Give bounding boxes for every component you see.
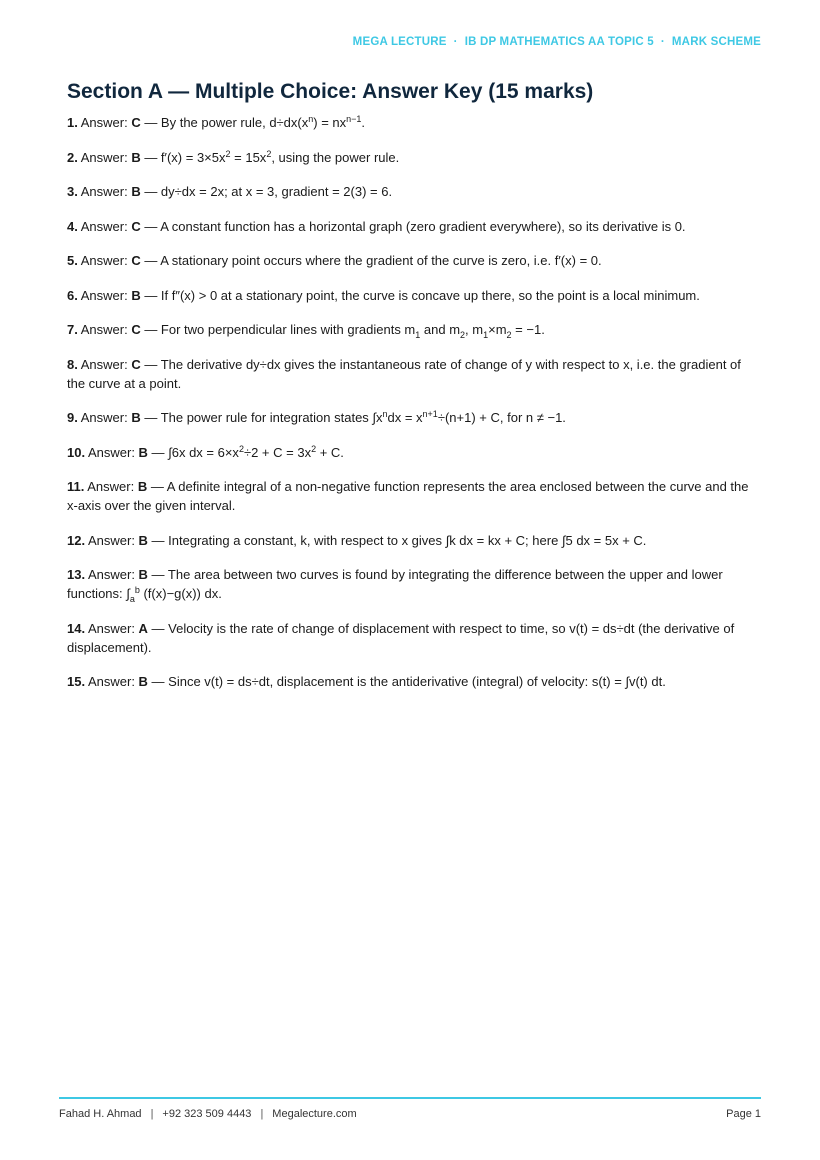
answer-explanation: — By the power rule, $d\div dx(x^n) = nx^{n-1}$. (140, 114, 366, 130)
answer-number: 9. (67, 410, 78, 425)
answer-item (67, 531, 757, 550)
answer-explanation: — The power rule for integration states $\int x^ndx = x^{n+1}\div(n+1) + C$, for n ≠ −1. (140, 409, 566, 425)
answer-explanation: — Since v(t) = ds÷dt, displacement is the antiderivative (integral) of velocity: s(t) = ∫v(t) dt. (147, 674, 666, 689)
answer-number: 14. (67, 620, 86, 636)
footer-separator: | (260, 1108, 264, 1120)
page-number: Page 1 (726, 1108, 761, 1120)
section-title: Section A — Multiple Choice: Answer Key (15 marks) (67, 80, 594, 103)
header-brand: MEGA LECTURE (352, 36, 447, 48)
answer-letter: A (138, 620, 148, 636)
answer-prefix: Answer: (77, 287, 132, 303)
answer-number: 8. (67, 356, 78, 372)
answer-letter: B (131, 410, 141, 425)
answer-number: 2. (67, 149, 78, 165)
answer-item (67, 286, 757, 305)
answer-item (67, 113, 757, 132)
answer-prefix: Answer: (85, 620, 139, 636)
answer-list (67, 113, 757, 707)
answer-explanation: — The area between two curves is found by integrating the difference between the upper and lower functions: $\int_a^b$ (f(x)−g(x)) dx. (67, 567, 723, 604)
answer-prefix: Answer: (77, 253, 132, 268)
header-doc-type: MARK SCHEME (671, 36, 761, 48)
answer-explanation: — The derivative dy÷dx gives the instantaneous rate of change of y with respect to x, i.e. the gradient of the curve at a point. (67, 356, 741, 391)
answer-letter: C (131, 218, 141, 234)
answer-number: 4. (67, 218, 78, 234)
answer-letter: B (138, 444, 148, 460)
answer-item (67, 477, 757, 515)
answer-number: 15. (67, 674, 86, 689)
header-topic: IB DP MATHEMATICS AA TOPIC 5 (464, 36, 654, 48)
answer-item (67, 148, 757, 167)
answer-letter: B (138, 567, 148, 582)
footer-separator: | (150, 1108, 154, 1120)
answer-prefix: Answer: (77, 218, 132, 234)
answer-number: 11. (67, 479, 85, 494)
answer-prefix: Answer: (77, 149, 132, 165)
answer-letter: B (137, 479, 148, 494)
answer-explanation: — A definite integral of a non-negative function represents the area enclosed between the curve and the x-axis over the given interval. (67, 479, 749, 513)
answer-letter: C (131, 356, 141, 372)
answer-prefix: Answer: (77, 184, 132, 199)
answer-number: 10. (67, 444, 86, 460)
answer-item (67, 408, 757, 427)
answer-item (67, 565, 757, 603)
answer-item (67, 182, 757, 201)
answer-letter: B (138, 674, 148, 689)
answer-item (67, 251, 757, 270)
answer-prefix: Answer: (85, 567, 139, 582)
answer-item (67, 672, 757, 691)
answer-prefix: Answer: (85, 532, 139, 548)
answer-letter: C (131, 322, 141, 337)
answer-explanation: — Velocity is the rate of change of displacement with respect to time, so v(t) = ds÷dt (the derivative of displacement). (67, 620, 735, 655)
answer-explanation: — A constant function has a horizontal graph (zero gradient everywhere), so its derivative is 0. (140, 218, 686, 234)
answer-number: 6. (67, 287, 78, 303)
answer-prefix: Answer: (77, 410, 132, 425)
answer-number: 3. (67, 184, 78, 199)
answer-item (67, 443, 757, 462)
answer-explanation: — ∫6x dx = $6\times x^2\div 2 + C = 3x^2 + C$. (147, 443, 344, 460)
answer-explanation: — A stationary point occurs where the gradient of the curve is zero, i.e. f′(x) = 0. (140, 253, 602, 268)
answer-prefix: Answer: (77, 356, 132, 372)
answer-prefix: Answer: (84, 479, 138, 494)
answer-explanation: — $f'(x) = 3\times 5x^2 = 15x^2$, using the power rule. (140, 148, 400, 165)
answer-letter: B (138, 532, 148, 548)
answer-number: 5. (67, 253, 78, 268)
footer-divider (59, 1097, 761, 1099)
footer-author: Fahad H. Ahmad (59, 1108, 142, 1120)
answer-item (67, 320, 757, 339)
page-footer (59, 1108, 761, 1120)
footer-phone: +92 323 509 4443 (162, 1108, 252, 1120)
answer-item (67, 355, 757, 393)
answer-explanation: — If f″(x) > 0 at a stationary point, the curve is concave up there, so the point is a local minimum. (140, 287, 700, 303)
answer-letter: C (131, 253, 141, 268)
footer-contact (59, 1108, 357, 1120)
header-separator: · (453, 36, 458, 48)
answer-explanation: — For two perpendicular lines with gradients $m_1$ and $m_2$, $m_1\times m_2 = -1$. (140, 322, 545, 340)
answer-number: 13. (67, 567, 86, 582)
answer-item (67, 619, 757, 657)
answer-letter: C (131, 115, 141, 130)
answer-number: 12. (67, 532, 86, 548)
footer-website: Megalecture.com (272, 1108, 357, 1120)
header-separator: · (660, 36, 665, 48)
answer-number: 7. (67, 322, 78, 337)
answer-explanation: — dy÷dx = 2x; at x = 3, gradient = 2(3) = 6. (140, 184, 393, 199)
answer-explanation: — Integrating a constant, k, with respect to x gives ∫k dx = kx + C; here ∫5 dx = 5x + C. (147, 532, 647, 548)
answer-prefix: Answer: (85, 674, 139, 689)
answer-letter: B (131, 287, 141, 303)
answer-letter: B (131, 184, 141, 199)
answer-number: 1. (67, 115, 78, 130)
answer-prefix: Answer: (77, 115, 132, 130)
running-header (353, 36, 761, 48)
answer-item (67, 217, 757, 236)
answer-prefix: Answer: (77, 322, 132, 337)
answer-letter: B (131, 149, 141, 165)
answer-prefix: Answer: (85, 444, 139, 460)
